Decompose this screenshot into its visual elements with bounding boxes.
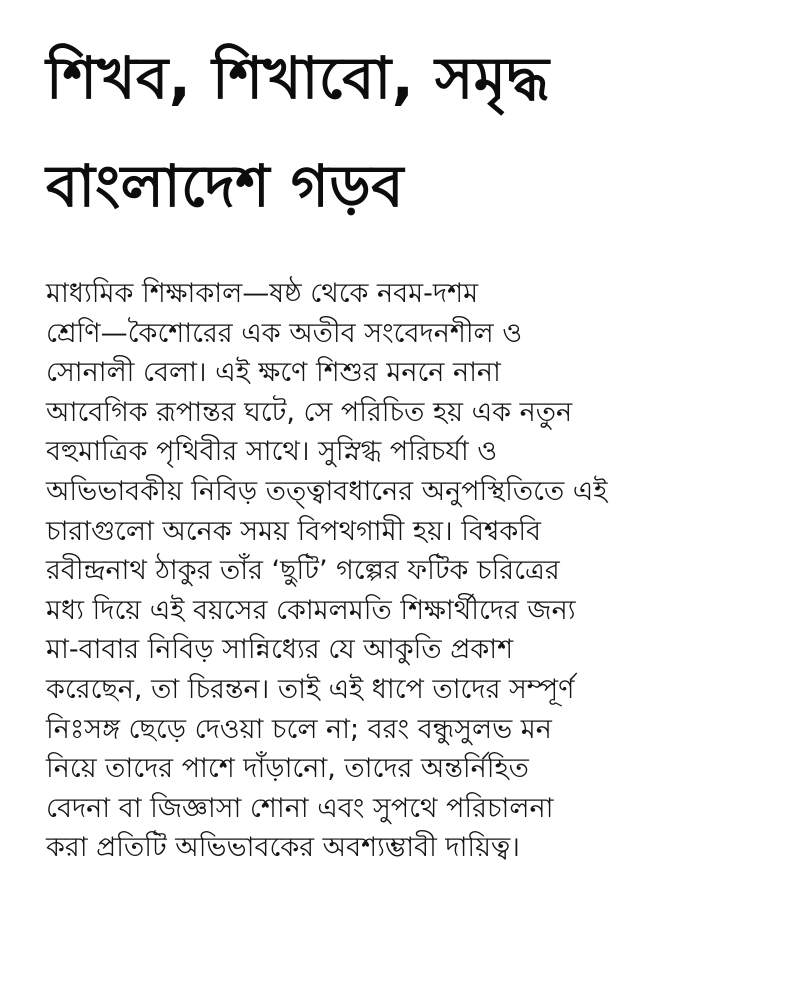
body-line: করা প্রতিটি অভিভাবকের অবশ্যম্ভাবী দায়িত্ব।: [46, 832, 520, 864]
body-line: বহুমাত্রিক পৃথিবীর সাথে। সুস্নিগ্ধ পরিচর্যা ও: [46, 436, 498, 468]
body-line: অভিভাবকীয় নিবিড় তত্ত্বাবধানের অনুপস্থিতিতে এই: [46, 475, 608, 507]
body-line: মাধ্যমিক শিক্ষাকাল—ষষ্ঠ থেকে নবম-দশম: [46, 278, 479, 309]
body-line: মা-বাবার নিবিড় সান্নিধ্যের যে আকুতি প্রকাশ: [46, 634, 514, 666]
body-line: চারাগুলো অনেক সময় বিপথগামী হয়। বিশ্বকবি: [46, 515, 542, 547]
body-line: নিঃসঙ্গ ছেড়ে দেওয়া চলে না; বরং বন্ধুসুলভ মন: [46, 713, 552, 745]
body-line: নিয়ে তাদের পাশে দাঁড়ানো, তাদের অন্তর্নিহিত: [46, 753, 529, 785]
headline: [46, 24, 760, 240]
body-line: আবেগিক রূপান্তর ঘটে, সে পরিচিত হয় এক নতুন: [46, 396, 573, 428]
body-paragraph: [46, 274, 760, 868]
headline-line-2: বাংলাদেশ গড়ব: [46, 152, 405, 220]
body-line: সোনালী বেলা। এই ক্ষণে শিশুর মননে নানা: [46, 357, 501, 389]
body-line: বেদনা বা জিজ্ঞাসা শোনা এবং সুপথে পরিচালনা: [46, 792, 554, 824]
body-line: শ্রেণি—কৈশোরের এক অতীব সংবেদনশীল ও: [46, 317, 523, 349]
body-line: মধ্য দিয়ে এই বয়সের কোমলমতি শিক্ষার্থীদের জন্য: [46, 594, 576, 626]
body-line: করেছেন, তা চিরন্তন। তাই এই ধাপে তাদের সম্পূর্ণ: [46, 673, 575, 705]
body-line: রবীন্দ্রনাথ ঠাকুর তাঁর ‘ছুটি’ গল্পের ফটিক চরিত্রের: [46, 555, 560, 587]
headline-line-1: শিখব, শিখাবো, সমৃদ্ধ: [46, 44, 550, 112]
